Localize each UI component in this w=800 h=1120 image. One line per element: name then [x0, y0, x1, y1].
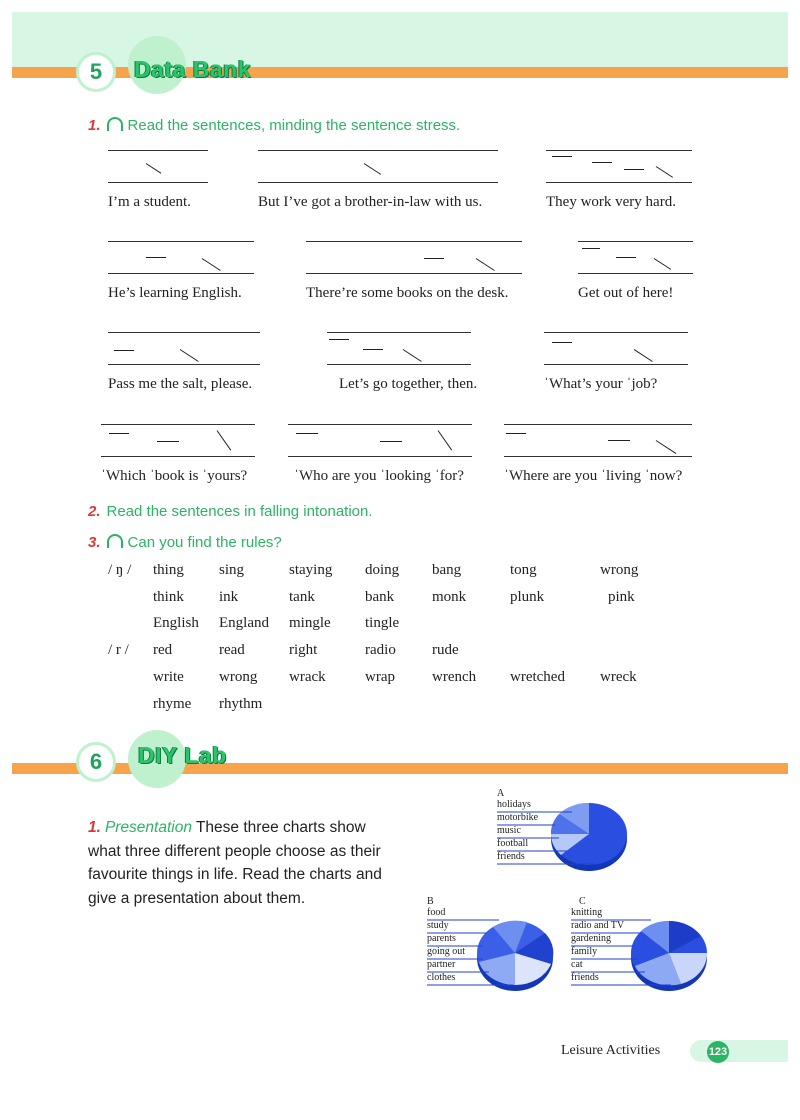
level-stress-mark	[592, 162, 612, 163]
chart-letter: C	[579, 896, 586, 907]
headphones-icon	[107, 117, 123, 131]
chart-label: friends	[497, 851, 525, 862]
staff-line	[101, 424, 255, 425]
level-stress-mark	[114, 350, 134, 351]
level-stress-mark	[380, 441, 402, 442]
falling-stress-mark	[476, 258, 495, 271]
level-stress-mark	[329, 339, 349, 340]
exercise-1-text: Read the sentences, minding the sentence stress.	[127, 117, 461, 134]
staff-line	[578, 273, 693, 274]
falling-stress-mark	[634, 349, 653, 362]
sentence-text: ˈWhich ˈbook is ˈyours?	[101, 468, 248, 484]
word: ink	[219, 589, 239, 605]
sentence-text: ˈWho are you ˈlooking ˈfor?	[294, 468, 464, 484]
level-stress-mark	[608, 440, 630, 441]
chart-label: music	[497, 825, 521, 836]
falling-stress-mark	[146, 163, 162, 174]
word: wrap	[365, 669, 395, 685]
phoneme-symbol: / r /	[108, 642, 129, 658]
falling-stress-mark	[217, 430, 232, 450]
sentence-text: Get out of here!	[578, 285, 674, 301]
staff-line	[258, 150, 498, 151]
staff-line	[108, 332, 260, 333]
section-6-title: DIY Lab	[138, 742, 227, 768]
level-stress-mark	[624, 169, 644, 170]
level-stress-mark	[616, 257, 636, 258]
chart-label: friends	[571, 972, 599, 983]
word: rhythm	[219, 696, 263, 712]
pie-chart-c	[571, 896, 711, 996]
sentence-text: I’m a student.	[108, 194, 191, 210]
staff-line	[327, 364, 471, 365]
diy-text: These three charts show what three different people choose as their favourite things in life. Read the charts and give a presentation about them.	[88, 819, 382, 907]
level-stress-mark	[363, 349, 383, 350]
word: tingle	[365, 615, 400, 631]
staff-line	[288, 424, 472, 425]
word: monk	[432, 589, 467, 605]
pie-chart-b	[427, 896, 557, 996]
diy-presentation-instruction	[88, 816, 388, 910]
word: bang	[432, 562, 462, 578]
staff-line	[108, 182, 208, 183]
chart-label: food	[427, 907, 446, 918]
chart-label: cat	[571, 959, 583, 970]
exercise-2-number: 2.	[88, 503, 101, 520]
falling-stress-mark	[202, 258, 221, 271]
staff-line	[306, 241, 522, 242]
word: right	[289, 642, 318, 658]
headphones-icon	[107, 534, 123, 548]
exercise-3-number: 3.	[88, 534, 101, 551]
word: pink	[608, 589, 635, 605]
word: bank	[365, 589, 395, 605]
falling-stress-mark	[654, 258, 671, 270]
chart-label: parents	[427, 933, 456, 944]
falling-stress-mark	[180, 349, 199, 362]
staff-line	[546, 182, 692, 183]
chart-label: study	[427, 920, 449, 931]
staff-line	[108, 273, 254, 274]
sentence-text: They work very hard.	[546, 194, 676, 210]
word: staying	[289, 562, 333, 578]
chart-letter: B	[427, 896, 434, 907]
chart-label: knitting	[571, 907, 603, 918]
diy-exercise-number: 1.	[88, 819, 101, 836]
staff-line	[101, 456, 255, 457]
exercise-1-number: 1.	[88, 117, 101, 134]
diy-label: Presentation	[104, 819, 192, 836]
exercise-2-instruction	[88, 503, 373, 520]
level-stress-mark	[552, 156, 572, 157]
level-stress-mark	[424, 258, 444, 259]
word: wrack	[289, 669, 326, 685]
chart-label: family	[571, 946, 598, 957]
level-stress-mark	[552, 342, 572, 343]
sentence-text: He’s learning English.	[108, 285, 242, 301]
word: think	[153, 589, 184, 605]
word: red	[153, 642, 173, 658]
word: mingle	[289, 615, 331, 631]
chart-label: gardening	[571, 933, 611, 944]
pie-chart-a	[497, 788, 632, 883]
staff-line	[546, 150, 692, 151]
sentence-text: ˈWhere are you ˈliving ˈnow?	[504, 468, 683, 484]
page-number: 123	[707, 1041, 729, 1063]
falling-stress-mark	[656, 440, 677, 454]
staff-line	[108, 241, 254, 242]
exercise-2-text: Read the sentences in falling intonation.	[106, 503, 373, 520]
word: wrench	[432, 669, 477, 685]
chart-label: going out	[427, 946, 466, 957]
sentence-text: Pass me the salt, please.	[108, 376, 253, 392]
word: doing	[365, 562, 400, 578]
chart-label: radio and TV	[571, 920, 625, 931]
sentence-text: There’re some books on the desk.	[306, 285, 509, 301]
level-stress-mark	[146, 257, 166, 258]
word: wretched	[510, 669, 565, 685]
footer-page-tab	[690, 1040, 788, 1062]
staff-line	[258, 182, 498, 183]
level-stress-mark	[582, 248, 600, 249]
level-stress-mark	[506, 433, 526, 434]
chart-label: holidays	[497, 799, 531, 810]
chart-label: partner	[427, 959, 456, 970]
staff-line	[578, 241, 693, 242]
exercise-1-instruction	[88, 116, 460, 134]
exercise-3-text: Can you find the rules?	[127, 534, 282, 551]
staff-line	[504, 424, 692, 425]
staff-line	[327, 332, 471, 333]
chart-label: clothes	[427, 972, 456, 983]
falling-stress-mark	[656, 166, 673, 178]
word: read	[219, 642, 245, 658]
phoneme-symbol: / ŋ /	[108, 562, 132, 578]
section-6-number: 6	[76, 742, 116, 782]
chart-label: motorbike	[497, 812, 539, 823]
staff-line	[306, 273, 522, 274]
falling-stress-mark	[438, 430, 453, 450]
exercise-3-instruction	[88, 533, 282, 551]
sentence-text: But I’ve got a brother-in-law with us.	[258, 194, 483, 210]
word: radio	[365, 642, 396, 658]
chart-label: football	[497, 838, 529, 849]
staff-line	[504, 456, 692, 457]
word: thing	[153, 562, 184, 578]
word: write	[153, 669, 184, 685]
section-5-title: Data Bank	[134, 56, 251, 82]
word: rhyme	[153, 696, 192, 712]
word: plunk	[510, 589, 545, 605]
sentence-text: Let’s go together, then.	[339, 376, 478, 392]
chart-letter: A	[497, 788, 505, 799]
staff-line	[108, 364, 260, 365]
staff-line	[288, 456, 472, 457]
staff-line	[544, 332, 688, 333]
word: wrong	[219, 669, 258, 685]
word: wreck	[600, 669, 637, 685]
word: wrong	[600, 562, 639, 578]
level-stress-mark	[109, 433, 129, 434]
falling-stress-mark	[364, 163, 381, 175]
word: tank	[289, 589, 315, 605]
word: rude	[432, 642, 459, 658]
sentence-text: ˈWhat’s your ˈjob?	[544, 376, 658, 392]
falling-stress-mark	[403, 349, 422, 362]
word: English	[153, 615, 199, 631]
level-stress-mark	[296, 433, 318, 434]
level-stress-mark	[157, 441, 179, 442]
section-5-number: 5	[76, 52, 116, 92]
word: tong	[510, 562, 537, 578]
word: sing	[219, 562, 245, 578]
word: England	[219, 615, 269, 631]
footer-unit-title: Leisure Activities	[561, 1043, 661, 1058]
staff-line	[108, 150, 208, 151]
staff-line	[544, 364, 688, 365]
